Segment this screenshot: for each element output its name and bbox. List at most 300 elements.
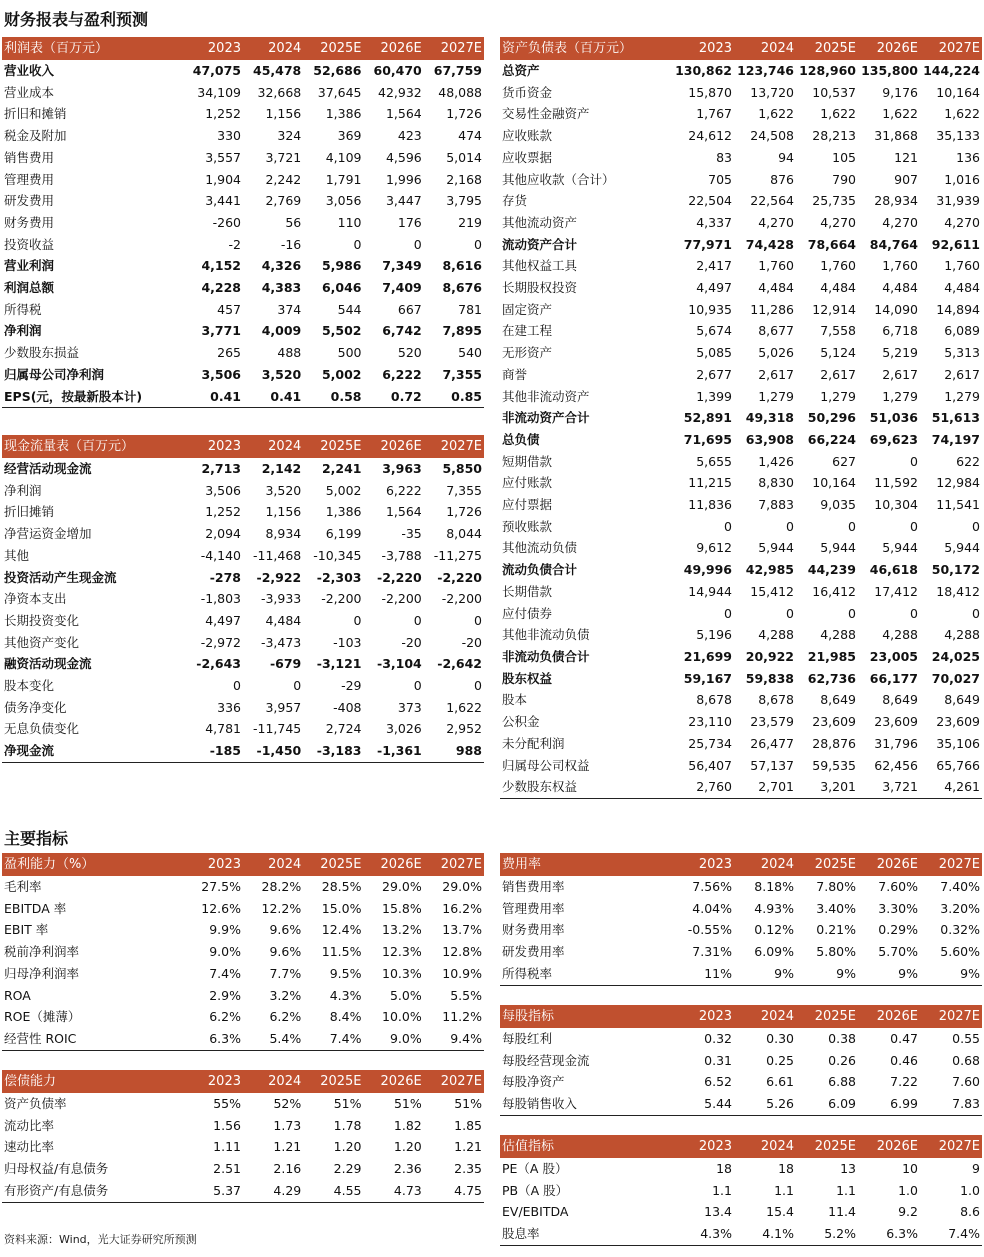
- cell-value: 622: [956, 453, 980, 469]
- cell-value: 5.44: [672, 1093, 734, 1115]
- cell-value: 6.2%: [209, 1009, 241, 1025]
- cell-value: 7,409: [382, 280, 422, 296]
- cell-value: 4.3%: [329, 987, 362, 1003]
- cell-value: 35,133: [936, 128, 980, 144]
- row-label: PE（A 股）: [502, 1161, 568, 1176]
- cell-value: 56,407: [688, 757, 732, 773]
- table-row: [2, 255, 484, 277]
- cell-value: 330: [217, 128, 241, 144]
- table-row: [500, 125, 982, 147]
- table-row: [2, 919, 484, 941]
- year-header: 2026E: [858, 1005, 920, 1028]
- cell-value: -3,788: [381, 547, 422, 563]
- cell-value: 7.4%: [920, 1223, 982, 1245]
- cell-value: 0.41: [243, 386, 303, 408]
- cell-value: 0: [474, 678, 482, 694]
- cell-value: 1.21: [454, 1139, 482, 1155]
- table-row: [500, 169, 982, 191]
- cell-value: 8,676: [442, 280, 482, 296]
- cell-value: 3,957: [265, 699, 302, 715]
- cell-value: 988: [424, 740, 484, 762]
- cell-value: 23,579: [750, 714, 794, 730]
- cell-value: 15.0%: [321, 900, 362, 916]
- cell-value: 23,110: [688, 714, 732, 730]
- cell-value: 4,288: [882, 627, 918, 643]
- cell-value: 6,742: [382, 323, 422, 339]
- table-row: [500, 755, 982, 777]
- cell-value: 0.47: [890, 1031, 918, 1046]
- cell-value: 374: [277, 301, 302, 317]
- table-row: [500, 559, 982, 581]
- row-label: 每股净资产: [502, 1074, 565, 1090]
- cell-value: 2,713: [201, 461, 241, 476]
- row-label: 营业成本: [4, 84, 55, 100]
- table-row: [500, 277, 982, 299]
- cell-value: -3,121: [316, 656, 362, 672]
- cell-value: 1.73: [273, 1117, 302, 1133]
- table-row: [500, 429, 982, 451]
- cell-value: 4,009: [261, 323, 302, 339]
- table-title: 现金流量表（百万元）: [2, 435, 183, 458]
- cell-value: -1,361: [364, 740, 424, 762]
- year-header: 2023: [183, 435, 243, 458]
- cell-value: 51%: [393, 1096, 422, 1111]
- cell-value: 5.0%: [389, 987, 422, 1003]
- cell-value: 84,764: [869, 236, 918, 252]
- table-row: [2, 567, 484, 589]
- cell-value: 0: [972, 605, 980, 621]
- cell-value: 24,508: [750, 128, 794, 144]
- cell-value: 8,649: [882, 692, 918, 708]
- cell-value: 24,612: [688, 128, 732, 144]
- cell-value: 0: [786, 518, 794, 534]
- cell-value: 4,497: [696, 280, 732, 296]
- table-row: [2, 342, 484, 364]
- table-row: [2, 963, 484, 985]
- cell-value: -3,933: [260, 591, 302, 607]
- cell-value: 0: [910, 453, 918, 469]
- cell-value: 2,769: [265, 193, 302, 209]
- table-row: [500, 581, 982, 603]
- cell-value: 8.6: [960, 1204, 980, 1220]
- cell-value: 6.09: [796, 1093, 858, 1115]
- year-header: 2026E: [858, 1135, 920, 1158]
- year-header: 2027E: [424, 435, 484, 458]
- cell-value: 59,167: [683, 670, 732, 686]
- cell-value: 3,721: [858, 776, 920, 798]
- cell-value: 5,944: [944, 540, 980, 556]
- table-row: [500, 1071, 982, 1093]
- cell-value: 6.3%: [858, 1223, 920, 1245]
- row-label: 总负债: [502, 431, 540, 447]
- cell-value: 4,288: [944, 627, 980, 643]
- cell-value: 0: [724, 518, 732, 534]
- cell-value: 5,085: [696, 345, 732, 361]
- table-row: [500, 941, 982, 963]
- cell-value: 0.55: [952, 1031, 980, 1046]
- cell-value: 9.6%: [269, 944, 302, 960]
- row-label: 应收账款: [502, 128, 553, 144]
- cell-value: 14,090: [874, 301, 918, 317]
- cell-value: 27.5%: [201, 879, 241, 894]
- table-row: [2, 82, 484, 104]
- cell-value: 0.21%: [816, 922, 856, 938]
- table-row: [500, 1201, 982, 1223]
- cell-value: 0.68: [952, 1052, 980, 1068]
- table-row: [500, 234, 982, 256]
- year-header: 2026E: [858, 37, 920, 60]
- cell-value: 4,270: [820, 214, 856, 230]
- cell-value: 46,618: [869, 562, 918, 578]
- row-label: 非流动负债合计: [502, 648, 590, 664]
- cell-value: 0.38: [828, 1031, 856, 1046]
- table-row: [2, 190, 484, 212]
- cell-value: 3,795: [446, 193, 482, 209]
- row-label: ROE（摊薄）: [4, 1009, 81, 1025]
- table-row: [2, 523, 484, 545]
- row-label: 流动比率: [4, 1117, 55, 1133]
- cell-value: 1,791: [325, 171, 362, 187]
- row-label: EBITDA 率: [4, 900, 67, 916]
- cell-value: 52,891: [683, 410, 732, 426]
- row-label: 营业利润: [4, 258, 55, 274]
- table-row: [500, 776, 982, 798]
- cell-value: 1,399: [696, 388, 732, 404]
- cell-value: 1.85: [454, 1117, 482, 1133]
- row-label: 短期借款: [502, 453, 553, 469]
- year-header: 2025E: [303, 853, 363, 876]
- cell-value: 1,279: [944, 388, 980, 404]
- cell-value: 92,611: [931, 236, 980, 252]
- row-label: 其他流动负债: [502, 540, 578, 556]
- table-row: [2, 1136, 484, 1158]
- table-row: [2, 1093, 484, 1115]
- table-title: 估值指标: [500, 1135, 672, 1158]
- cell-value: -2,220: [437, 569, 482, 585]
- year-header: 2023: [672, 853, 734, 876]
- cell-value: 83: [716, 149, 732, 165]
- row-label: 财务费用: [4, 214, 55, 230]
- cell-value: 37,645: [317, 84, 362, 100]
- table-row: [2, 1006, 484, 1028]
- cell-value: 2.9%: [209, 987, 241, 1003]
- cell-value: 20,922: [745, 648, 794, 664]
- table-row: [500, 1050, 982, 1072]
- cell-value: 6.52: [704, 1074, 732, 1090]
- cell-value: 1,622: [758, 106, 794, 122]
- cell-value: 9.9%: [209, 922, 241, 938]
- solvency-table: [2, 1070, 484, 1203]
- cell-value: 7.4%: [303, 1028, 363, 1050]
- cell-value: 51%: [333, 1096, 362, 1111]
- cell-value: 4,596: [385, 149, 422, 165]
- cell-value: 1,767: [696, 106, 732, 122]
- table-row: [500, 494, 982, 516]
- cell-value: 15,870: [688, 84, 732, 100]
- cell-value: 1,016: [944, 171, 980, 187]
- cell-value: 9.6%: [269, 922, 302, 938]
- year-header: 2026E: [364, 1070, 424, 1093]
- table-row: [2, 545, 484, 567]
- row-label: 其他非流动负债: [502, 627, 590, 643]
- row-label: 每股销售收入: [500, 1093, 672, 1115]
- table-row: [2, 653, 484, 675]
- cell-value: 2,617: [882, 366, 918, 382]
- cell-value: 7,349: [382, 258, 422, 274]
- cell-value: 0.29%: [878, 922, 918, 938]
- row-label: 债务净变化: [4, 699, 67, 715]
- cell-value: 110: [337, 214, 362, 230]
- row-label: 股本变化: [4, 678, 55, 694]
- cell-value: 2,242: [265, 171, 302, 187]
- row-label: 在建工程: [502, 323, 553, 339]
- cell-value: 7.60%: [878, 879, 918, 894]
- cell-value: 11.2%: [442, 1009, 482, 1025]
- cell-value: 12.3%: [382, 944, 422, 960]
- cell-value: 65,766: [936, 757, 980, 773]
- cell-value: 0.72: [364, 386, 424, 408]
- cell-value: 31,939: [936, 193, 980, 209]
- row-label: 研发费用率: [502, 944, 565, 960]
- table-row: [2, 212, 484, 234]
- cell-value: 59,838: [745, 670, 794, 686]
- cell-value: 14,894: [936, 301, 980, 317]
- cell-value: 55%: [213, 1096, 241, 1111]
- cell-value: 8,044: [446, 526, 482, 542]
- cell-value: 5,196: [696, 627, 732, 643]
- cell-value: 3,963: [382, 461, 422, 476]
- table-row: [500, 212, 982, 234]
- row-label: 其他资产变化: [4, 634, 80, 650]
- cell-value: 544: [337, 301, 362, 317]
- cell-value: -185: [183, 740, 243, 762]
- year-header: 2026E: [364, 435, 424, 458]
- row-label: 股息率: [500, 1223, 672, 1245]
- cell-value: 3,201: [796, 776, 858, 798]
- year-header: 2025E: [796, 37, 858, 60]
- cell-value: 500: [337, 345, 362, 361]
- table-row: [500, 299, 982, 321]
- cell-value: 0: [474, 236, 482, 252]
- cell-value: 8,678: [696, 692, 732, 708]
- cell-value: 51%: [454, 1096, 482, 1111]
- table-row: [2, 277, 484, 299]
- cell-value: 0: [848, 605, 856, 621]
- cell-value: 9%: [858, 963, 920, 985]
- table-row: [500, 919, 982, 941]
- cell-value: 6,046: [321, 280, 362, 296]
- table-row: [500, 342, 982, 364]
- cell-value: 44,239: [807, 562, 856, 578]
- row-label: EV/EBITDA: [502, 1204, 569, 1220]
- cell-value: 51,036: [869, 410, 918, 426]
- cell-value: 78,664: [807, 236, 856, 252]
- cell-value: 4,337: [696, 214, 732, 230]
- cell-value: 6,089: [944, 323, 980, 339]
- cell-value: 62,456: [874, 757, 918, 773]
- cell-value: 4,109: [325, 149, 362, 165]
- cell-value: -2,303: [316, 569, 362, 585]
- cell-value: 4,484: [882, 280, 918, 296]
- cell-value: 5,124: [820, 345, 856, 361]
- cell-value: 11,592: [874, 475, 918, 491]
- row-label: 应付账款: [502, 475, 553, 491]
- cell-value: 123,746: [737, 63, 794, 78]
- table-row: [2, 364, 484, 386]
- cell-value: -3,104: [377, 656, 422, 672]
- cell-value: 12.6%: [201, 900, 241, 916]
- year-header: 2024: [734, 1005, 796, 1028]
- table-row: [500, 646, 982, 668]
- table-row: [2, 458, 484, 480]
- cell-value: 49,996: [683, 562, 732, 578]
- cell-value: 28.5%: [321, 879, 362, 894]
- cell-value: 10: [902, 1161, 918, 1176]
- cell-value: -2,643: [196, 656, 241, 672]
- cell-value: 8.4%: [329, 1009, 362, 1025]
- cell-value: 781: [458, 301, 482, 317]
- cell-value: 4,383: [261, 280, 302, 296]
- cell-value: 6.2%: [269, 1009, 302, 1025]
- cell-value: 31,796: [874, 735, 918, 751]
- valuation-table: [500, 1135, 982, 1246]
- cell-value: 5,502: [321, 323, 362, 339]
- cell-value: 0.26: [828, 1052, 856, 1068]
- cell-value: 5,026: [758, 345, 794, 361]
- row-label: 固定资产: [502, 301, 553, 317]
- table-header: [2, 435, 484, 458]
- cell-value: 1.0: [898, 1182, 918, 1198]
- cell-value: -20: [461, 634, 482, 650]
- cell-value: 4,270: [758, 214, 794, 230]
- table-header: [2, 1070, 484, 1093]
- cell-value: 29.0%: [442, 879, 482, 894]
- row-label: 管理费用: [4, 171, 55, 187]
- cell-value: 1,386: [325, 504, 362, 520]
- year-header: 2025E: [796, 1135, 858, 1158]
- row-label: 有形资产/有息债务: [2, 1180, 183, 1202]
- cell-value: 0: [848, 518, 856, 534]
- table-row: [500, 876, 982, 898]
- cell-value: 6,199: [325, 526, 362, 542]
- row-label: 财务费用率: [502, 922, 565, 938]
- table-row: [2, 299, 484, 321]
- row-label: 流动负债合计: [502, 562, 578, 578]
- cell-value: -260: [212, 214, 241, 230]
- table-row: [2, 898, 484, 920]
- row-label: 其他应收款（合计）: [502, 171, 615, 187]
- cell-value: 69,623: [869, 431, 918, 447]
- year-header: 2026E: [364, 37, 424, 60]
- cell-value: 49,318: [745, 410, 794, 426]
- cell-value: 13.2%: [382, 922, 422, 938]
- cell-value: 4.93%: [754, 900, 794, 916]
- cell-value: 34,109: [197, 84, 241, 100]
- cell-value: 0: [724, 605, 732, 621]
- cell-value: 5.5%: [450, 987, 482, 1003]
- cell-value: 5.80%: [816, 944, 856, 960]
- cell-value: 11.4: [828, 1204, 856, 1220]
- row-label: 资产负债率: [4, 1096, 67, 1111]
- cell-value: 474: [458, 128, 482, 144]
- table-row: [500, 516, 982, 538]
- cell-value: 13,720: [750, 84, 794, 100]
- cell-value: 9: [972, 1161, 980, 1176]
- cell-value: 7.83: [920, 1093, 982, 1115]
- cell-value: 3,520: [265, 482, 302, 498]
- cell-value: 2.36: [393, 1161, 422, 1177]
- cell-value: 2,241: [321, 461, 362, 476]
- year-header: 2023: [672, 1135, 734, 1158]
- cell-value: 5,986: [321, 258, 362, 274]
- row-label: PB（A 股）: [502, 1182, 569, 1198]
- cell-value: 45,478: [253, 63, 302, 78]
- cell-value: 1,726: [446, 106, 482, 122]
- row-label: 商誉: [502, 366, 528, 382]
- cell-value: 1,279: [820, 388, 856, 404]
- row-label: 其他非流动资产: [502, 388, 590, 404]
- year-header: 2023: [183, 37, 243, 60]
- cell-value: 5,674: [696, 323, 732, 339]
- cell-value: 28,876: [812, 735, 856, 751]
- cell-value: 66,177: [869, 670, 918, 686]
- row-label: 长期股权投资: [502, 280, 578, 296]
- cell-value: 3,771: [201, 323, 241, 339]
- cell-value: -408: [333, 699, 362, 715]
- cell-value: 369: [337, 128, 362, 144]
- cell-value: 4,152: [201, 258, 241, 274]
- table-row: [500, 103, 982, 125]
- cell-value: 13.7%: [442, 922, 482, 938]
- cell-value: -4,140: [200, 547, 241, 563]
- year-header: 2027E: [424, 37, 484, 60]
- cell-value: 0: [910, 605, 918, 621]
- cell-value: 48,088: [438, 84, 482, 100]
- cell-value: 9%: [920, 963, 982, 985]
- cell-value: 3,441: [205, 193, 241, 209]
- row-label: 归属母公司净利润: [4, 366, 105, 382]
- cell-value: 4,270: [882, 214, 918, 230]
- cell-value: 5.37: [183, 1180, 243, 1202]
- cell-value: -3,183: [303, 740, 363, 762]
- profitability-table: [2, 853, 484, 1051]
- year-header: 2023: [183, 853, 243, 876]
- cell-value: 10,164: [812, 475, 856, 491]
- cell-value: 3.2%: [269, 987, 302, 1003]
- cell-value: 3.20%: [940, 900, 980, 916]
- cell-value: 4,228: [201, 280, 241, 296]
- table-row: [500, 1093, 982, 1115]
- cell-value: 4,288: [820, 627, 856, 643]
- row-label: 公积金: [502, 714, 540, 730]
- row-label: 长期投资变化: [4, 612, 80, 628]
- cell-value: -2,972: [200, 634, 241, 650]
- cell-value: -1,450: [243, 740, 303, 762]
- row-label: 预收账款: [502, 518, 553, 534]
- cell-value: 4.55: [303, 1180, 363, 1202]
- year-header: 2023: [672, 37, 734, 60]
- cell-value: 15,412: [750, 583, 794, 599]
- row-label: 无息负债变化: [4, 721, 80, 737]
- row-label: 交易性金融资产: [502, 106, 590, 122]
- balance-sheet-table: [500, 37, 982, 799]
- cell-value: 14,944: [688, 583, 732, 599]
- cell-value: 9.5%: [329, 965, 362, 981]
- cell-value: 0.58: [303, 386, 363, 408]
- cell-value: 28.2%: [261, 879, 302, 894]
- cell-value: 0: [910, 518, 918, 534]
- cell-value: 336: [217, 699, 241, 715]
